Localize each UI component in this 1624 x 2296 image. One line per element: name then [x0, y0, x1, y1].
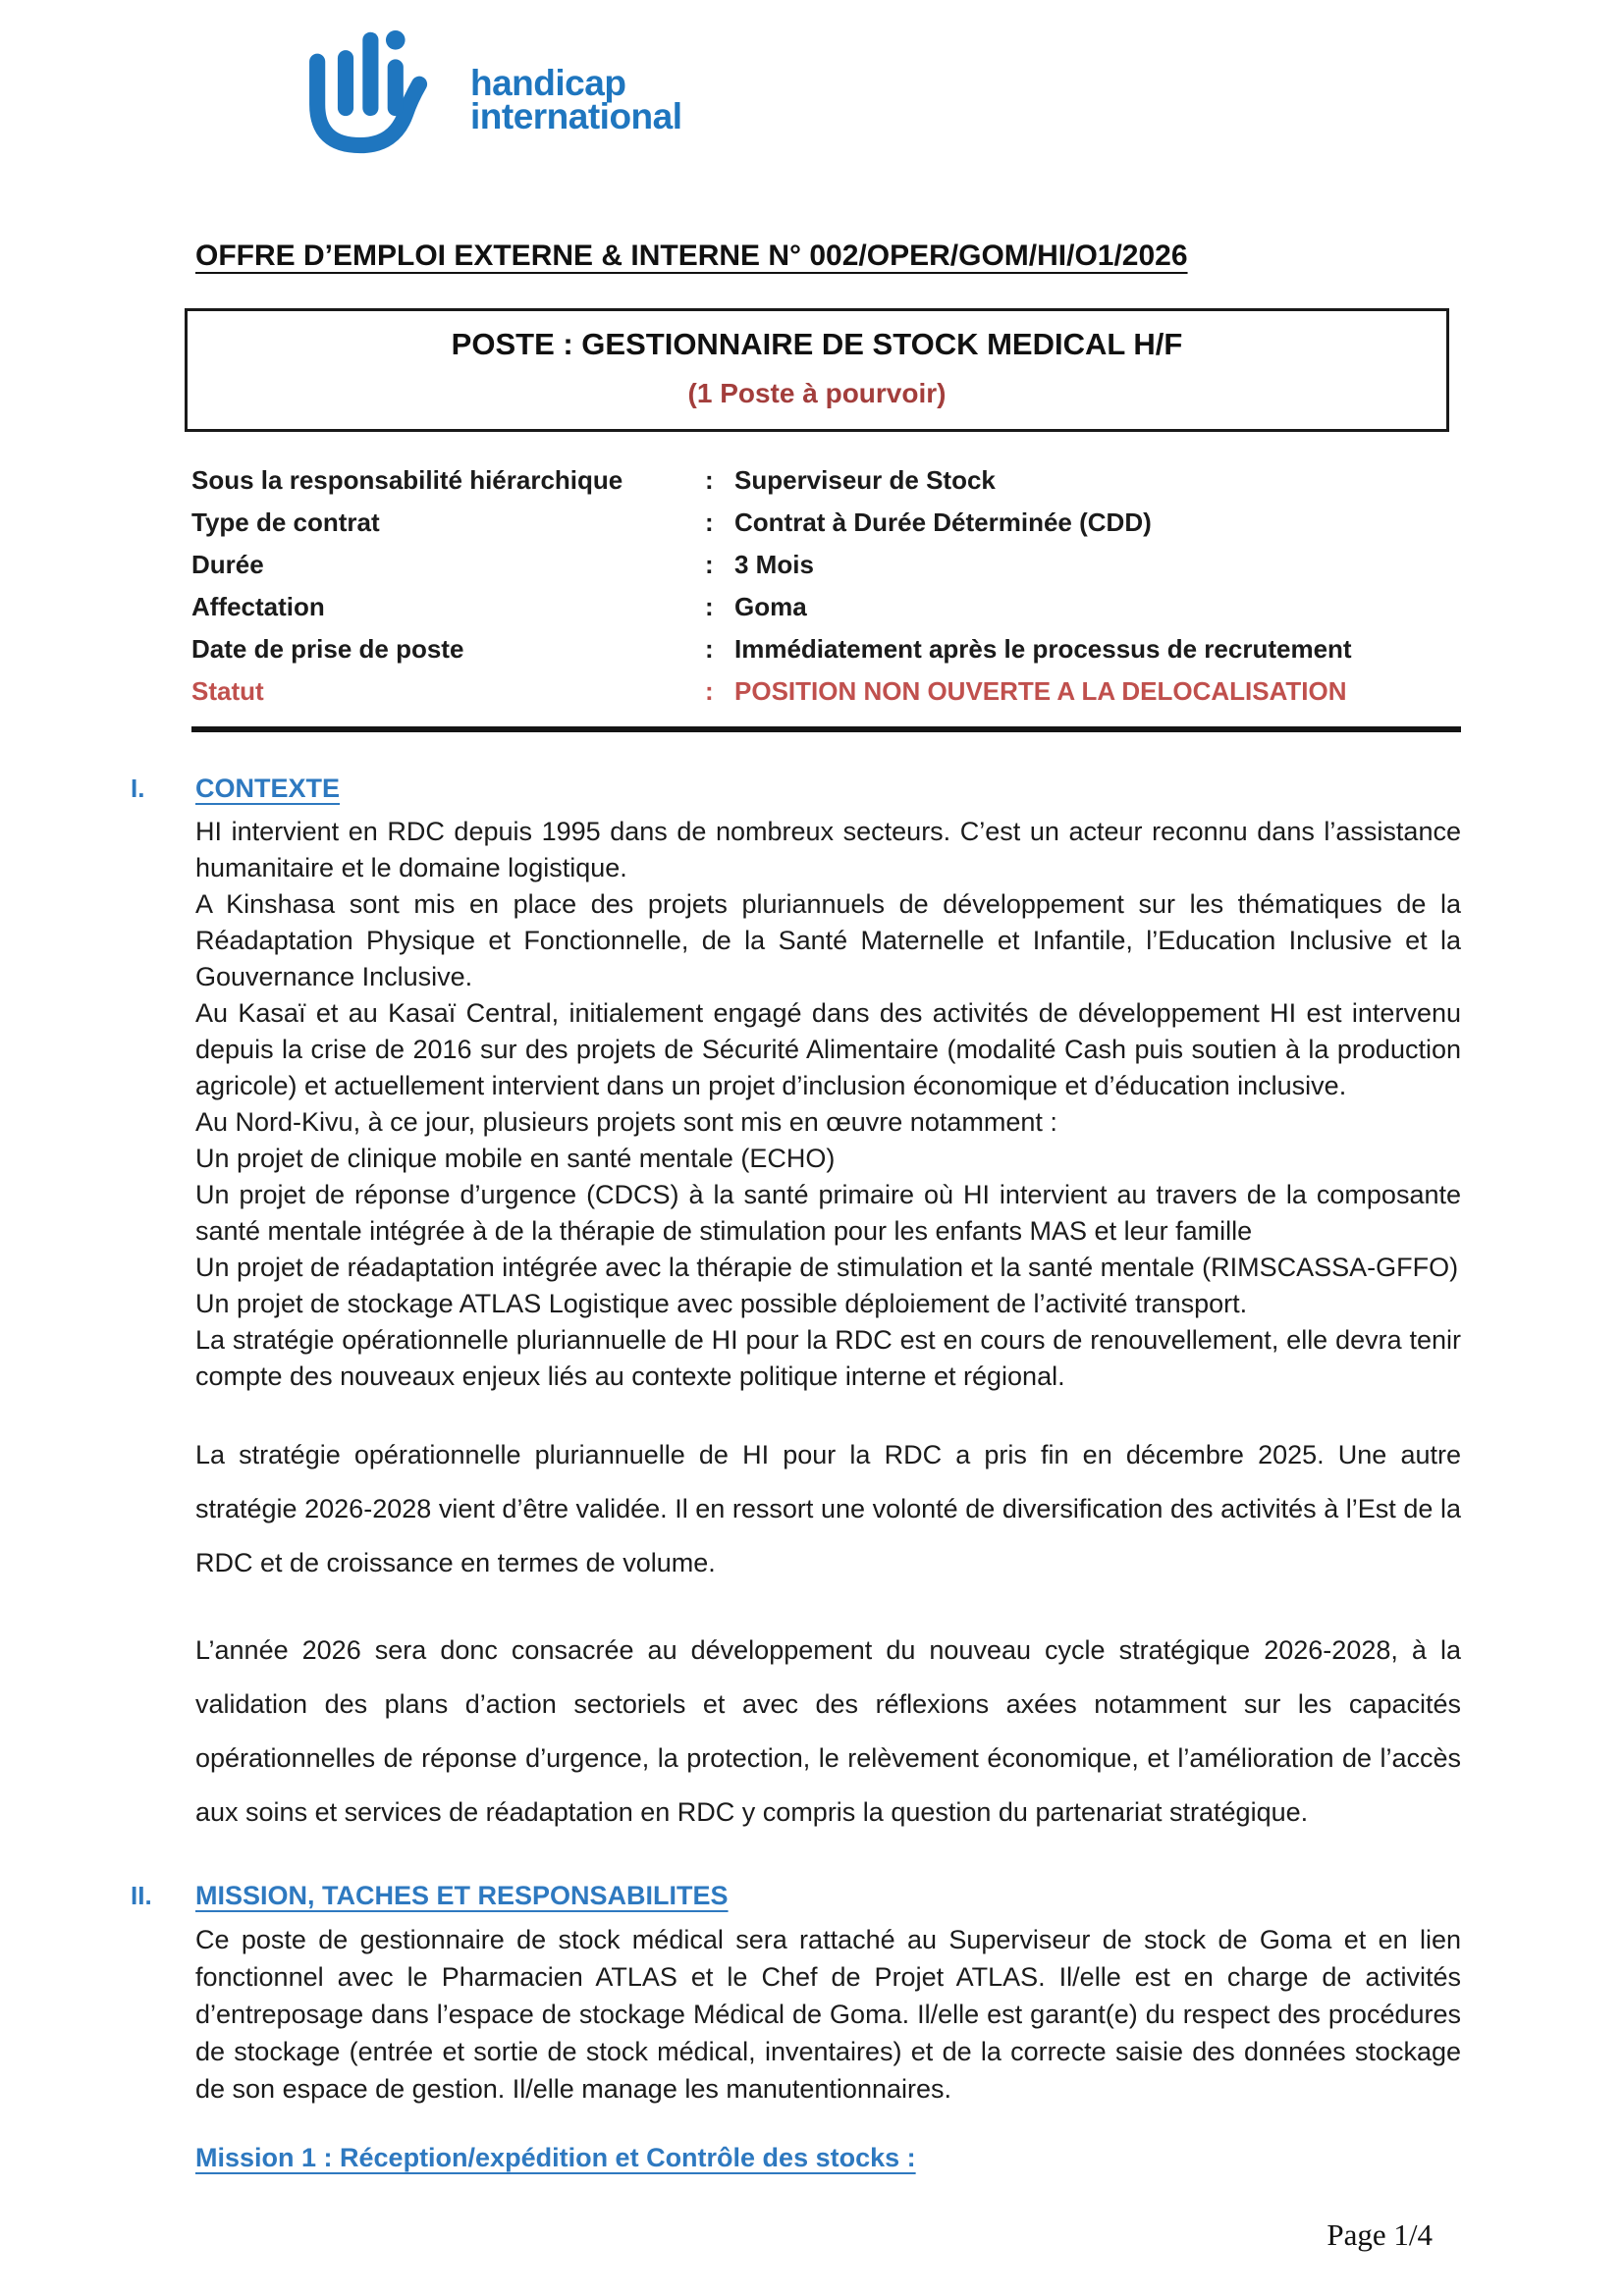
mission-1-subheading: Mission 1 : Réception/expédition et Contrôle des stocks :	[195, 2143, 916, 2172]
detail-label: Durée	[191, 550, 264, 579]
detail-separator: :	[705, 634, 714, 664]
position-subtitle: (1 Poste à pourvoir)	[687, 378, 947, 408]
detail-label: Date de prise de poste	[191, 634, 464, 664]
section-mission	[131, 1881, 1461, 2108]
job-details-table	[191, 459, 1461, 732]
handicap-international-logo	[301, 27, 1461, 159]
paragraph: Au Kasaï et au Kasaï Central, initialement engagé dans des activités de développement HI est intervenu depuis la crise de 2016 sur des projets de Sécurité Alimentaire (modalité Cash puis soutien à la production agricole) et actuellement intervient dans un projet d’inclusion économique et d’éducation inclusive.	[195, 998, 1461, 1100]
paragraph: La stratégie opérationnelle pluriannuelle de HI pour la RDC a pris fin en décembre 2025. Une autre stratégie 2026-2028 vient d’être validée. Il en ressort une volonté de diversification des activités à l’Est de la RDC et de croissance en termes de volume.	[195, 1440, 1461, 1577]
detail-separator: :	[705, 507, 714, 537]
detail-value: Immédiatement après le processus de recrutement	[734, 634, 1352, 664]
section-body-mission	[195, 1921, 1461, 2108]
paragraph: Un projet de réadaptation intégrée avec la thérapie de stimulation et la santé mentale (RIMSCASSA-GFFO)	[195, 1253, 1459, 1282]
detail-value: Contrat à Durée Déterminée (CDD)	[734, 507, 1152, 537]
detail-label: Sous la responsabilité hiérarchique	[191, 465, 623, 495]
detail-row-date-prise-poste	[191, 628, 1461, 670]
detail-separator: :	[705, 592, 714, 621]
detail-label: Affectation	[191, 592, 325, 621]
position-title: POSTE : GESTIONNAIRE DE STOCK MEDICAL H/F	[451, 327, 1183, 361]
paragraph: Un projet de stockage ATLAS Logistique avec possible déploiement de l’activité transport.	[195, 1289, 1248, 1318]
detail-label: Type de contrat	[191, 507, 380, 537]
paragraph: Un projet de réponse d’urgence (CDCS) à la santé primaire où HI intervient au travers de la composante santé mentale intégrée à de la thérapie de stimulation pour les enfants MAS et leur famille	[195, 1180, 1461, 1246]
paragraph: Au Nord-Kivu, à ce jour, plusieurs projets sont mis en œuvre notamment :	[195, 1107, 1057, 1137]
detail-row-duree	[191, 544, 1461, 586]
detail-value: Superviseur de Stock	[734, 465, 996, 495]
detail-label: Statut	[191, 676, 264, 706]
detail-separator: :	[705, 676, 714, 706]
logo-word-line2: international	[470, 96, 682, 136]
detail-separator: :	[705, 550, 714, 579]
detail-separator: :	[705, 465, 714, 495]
paragraph: La stratégie opérationnelle pluriannuelle de HI pour la RDC est en cours de renouvellement, elle devra tenir compte des nouveaux enjeux liés au contexte politique interne et régional.	[195, 1325, 1461, 1391]
logo-word-line1: handicap	[470, 63, 626, 103]
section-heading-mission: MISSION, TACHES ET RESPONSABILITES	[195, 1881, 729, 1910]
paragraph: L’année 2026 sera donc consacrée au développement du nouveau cycle stratégique 2026-2028, à la validation des plans d’action sectoriels et avec des réflexions axées notamment sur les capacités opérationnelles de réponse d’urgence, la protection, le relèvement économique, et l’amélioration de l’accès aux soins et services de réadaptation en RDC y compris la question du partenariat stratégique.	[195, 1635, 1461, 1827]
section-heading-contexte: CONTEXTE	[195, 774, 341, 803]
status-badge: POSITION NON OUVERTE A LA DELOCALISATION	[734, 676, 1347, 706]
section-body-contexte	[195, 814, 1461, 1840]
detail-row-contrat	[191, 502, 1461, 544]
detail-row-statut	[191, 670, 1461, 713]
paragraph: HI intervient en RDC depuis 1995 dans de nombreux secteurs. C’est un acteur reconnu dans l’assistance humanitaire et le domaine logistique.	[195, 817, 1461, 882]
paragraph: A Kinshasa sont mis en place des projets pluriannuels de développement sur les thématiques de la Réadaptation Physique et Fonctionnelle, de la Santé Maternelle et Infantile, l’Education Inclusive et la Gouvernance Inclusive.	[195, 889, 1461, 991]
logo-wordmark	[470, 63, 682, 136]
detail-row-affectation	[191, 586, 1461, 628]
section-number: II.	[131, 1881, 152, 1910]
page-number: Page 1/4	[1326, 2217, 1433, 2252]
paragraph: Un projet de clinique mobile en santé mentale (ECHO)	[195, 1144, 836, 1173]
position-box	[185, 308, 1449, 432]
paragraph: Ce poste de gestionnaire de stock médical sera rattaché au Superviseur de stock de Goma et en lien fonctionnel avec le Pharmacien ATLAS et le Chef de Projet ATLAS. Il/elle est en charge de activités d’entreposage dans l’espace de stockage Médical de Goma. Il/elle est garant(e) du respect des procédures de stockage (entrée et sortie de stock médical, inventaires) et de la correcte saisie des données stockage de son espace de gestion. Il/elle manage les manutentionnaires.	[195, 1925, 1461, 2104]
detail-row-responsable	[191, 459, 1461, 502]
section-contexte	[131, 774, 1461, 1840]
detail-value: Goma	[734, 592, 807, 621]
detail-value: 3 Mois	[734, 550, 814, 579]
section-number: I.	[131, 774, 145, 803]
document-title: OFFRE D’EMPLOI EXTERNE & INTERNE N° 002/OPER/GOM/HI/O1/2026	[195, 240, 1188, 272]
hi-hand-logo-icon	[301, 27, 449, 159]
